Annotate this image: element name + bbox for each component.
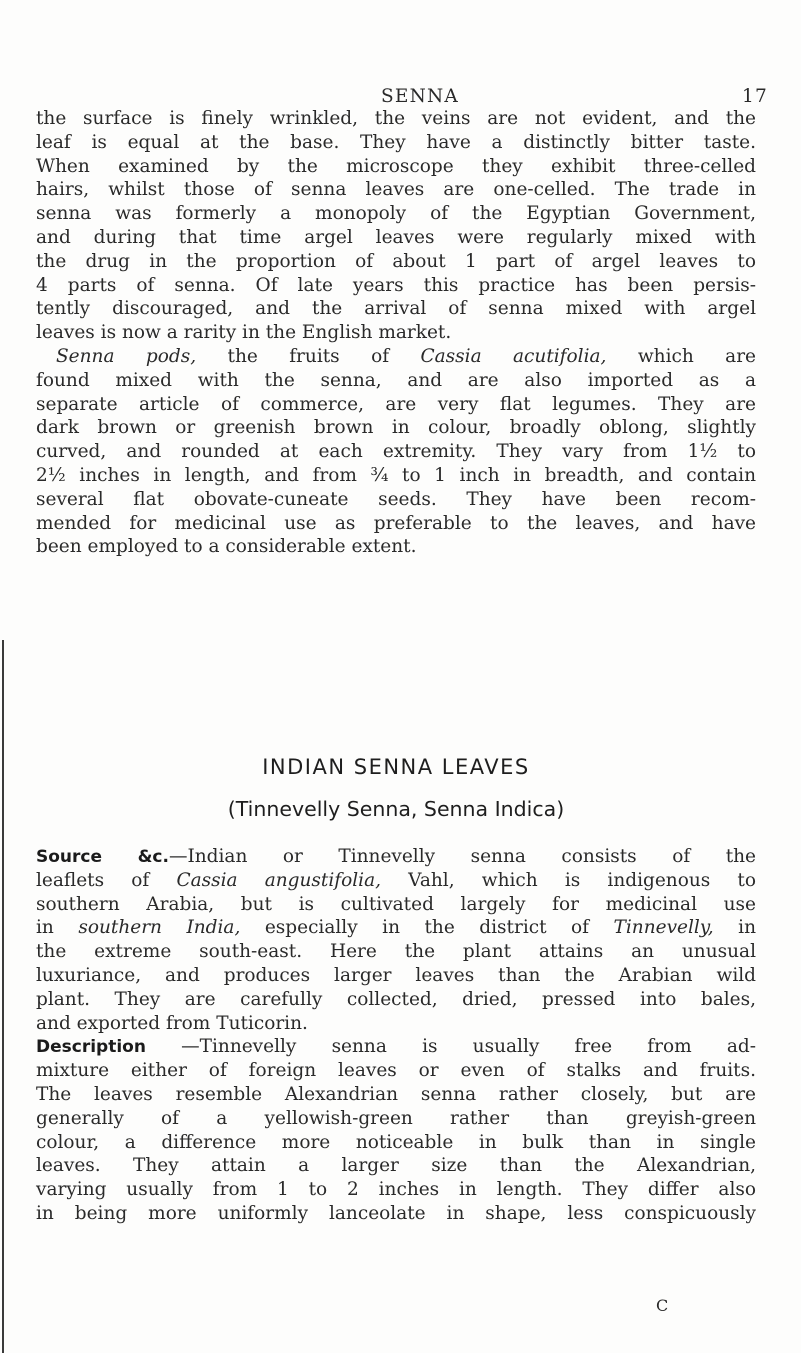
text-line: several flat obovate-cuneate seeds. They have been recom-: [36, 488, 756, 510]
body-text-top: [36, 107, 756, 559]
text-line: 4 parts of senna. Of late years this practice has been persis-: [36, 274, 756, 296]
text-line: and exported from Tuticorin.: [36, 1012, 308, 1034]
text-line: luxuriance, and produces larger leaves than the Arabian wild: [36, 964, 756, 986]
text-line: [36, 916, 756, 940]
text-run: in: [36, 917, 79, 939]
text-run: leaflets of: [36, 869, 177, 891]
text-line: dark brown or greenish brown in colour, broadly oblong, slightly: [36, 417, 756, 439]
italic-term: southern India,: [78, 917, 241, 939]
description-heading: Description: [36, 1037, 146, 1058]
italic-term: Cassia angustifolia,: [176, 869, 381, 891]
page-number: 17: [742, 86, 768, 107]
text-run: in: [713, 917, 757, 939]
text-run: —Indian or Tinnevelly senna consists of the: [168, 846, 756, 867]
text-line: curved, and rounded at each extremity. They vary from 1½ to: [36, 441, 756, 463]
text-line: [36, 869, 756, 893]
running-title: SENNA: [381, 86, 459, 107]
text-line: the drug in the proportion of about 1 part of argel leaves to: [36, 250, 756, 272]
italic-term: Tinnevelly,: [613, 917, 714, 939]
section-title: INDIAN SENNA LEAVES: [262, 755, 530, 779]
text-line: mended for medicinal use as preferable to the leaves, and have: [36, 512, 756, 534]
text-line: When examined by the microscope they exhibit three-celled: [36, 155, 756, 177]
text-line: plant. They are carefully collected, dried, pressed into bales,: [36, 988, 756, 1010]
text-line: senna was formerly a monopoly of the Egyptian Government,: [36, 203, 756, 225]
text-line: been employed to a considerable extent.: [36, 536, 417, 558]
text-line: mixture either of foreign leaves or even of stalks and fruits.: [36, 1060, 756, 1082]
text-line: the extreme south-east. Here the plant attains an unusual: [36, 941, 756, 963]
text-line: the surface is finely wrinkled, the veins are not evident, and the: [36, 108, 756, 129]
body-text-bottom: [36, 845, 756, 1226]
text-line: leaf is equal at the base. They have a distinctly bitter taste.: [36, 131, 756, 153]
text-line: southern Arabia, but is cultivated largely for medicinal use: [36, 893, 756, 915]
text-line: The leaves resemble Alexandrian senna rather closely, but are: [36, 1083, 756, 1105]
text-run: especially in the district of: [240, 917, 614, 939]
text-line-description: [36, 1035, 756, 1059]
italic-term: Cassia acutifolia,: [420, 345, 607, 367]
signature-mark: C: [656, 1296, 669, 1315]
text-run: —Tinnevelly senna is usually free from ad-: [145, 1036, 756, 1058]
text-line: tently discouraged, and the arrival of senna mixed with argel: [36, 298, 756, 320]
text-run: Vahl, which is indigenous to: [381, 869, 757, 891]
text-line: leaves. They attain a larger size than the Alexandrian,: [36, 1155, 756, 1177]
text-line: leaves is now a rarity in the English market.: [36, 322, 452, 344]
italic-term: Senna pods,: [56, 345, 197, 367]
text-line: hairs, whilst those of senna leaves are one-celled. The trade in: [36, 179, 756, 201]
text-run: which are: [606, 345, 756, 367]
page-edge-shadow: [2, 640, 4, 1353]
text-line-senna-pods: [36, 345, 756, 369]
text-line: in being more uniformly lanceolate in shape, less conspicuously: [36, 1202, 756, 1224]
source-heading: Source &c.: [36, 847, 169, 867]
text-line: and during that time argel leaves were regularly mixed with: [36, 226, 756, 248]
text-run: the fruits of: [196, 345, 421, 367]
text-line: colour, a difference more noticeable in bulk than in single: [36, 1131, 756, 1153]
text-line: generally of a yellowish-green rather than greyish-green: [36, 1107, 756, 1129]
section-subtitle: (Tinnevelly Senna, Senna Indica): [227, 797, 565, 821]
text-line-source: [36, 845, 756, 869]
text-line: 2½ inches in length, and from ¾ to 1 inch in breadth, and contain: [36, 464, 756, 486]
text-line: found mixed with the senna, and are also imported as a: [36, 369, 756, 391]
text-line: separate article of commerce, are very flat legumes. They are: [36, 393, 756, 415]
text-line: varying usually from 1 to 2 inches in length. They differ also: [36, 1179, 756, 1201]
